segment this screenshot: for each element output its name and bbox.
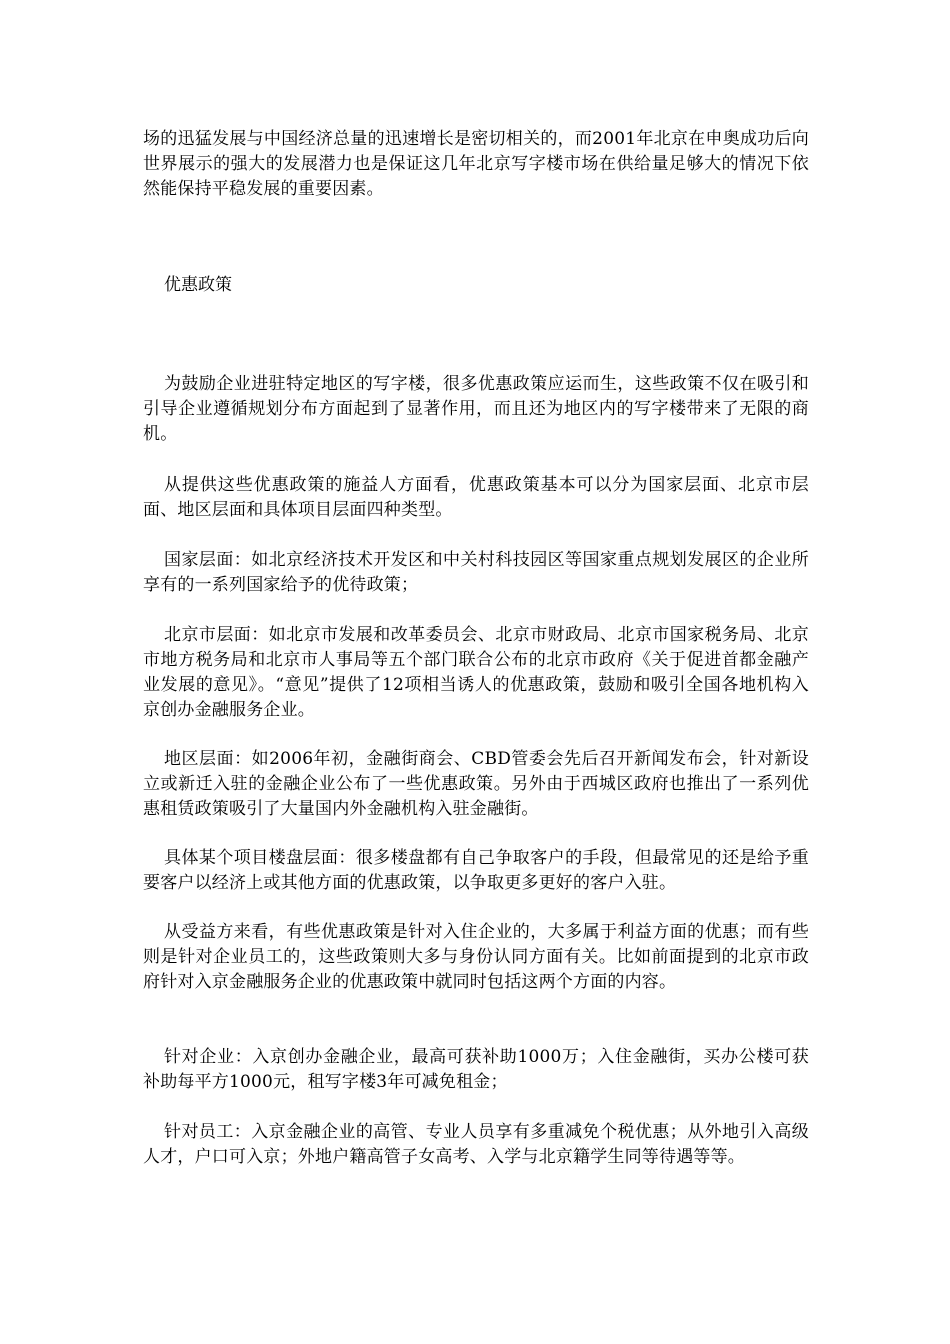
paragraph-1: 为鼓励企业进驻特定地区的写字楼，很多优惠政策应运而生，这些政策不仅在吸引和引导企业遵循规划分布方面起到了显著作用，而且还为地区内的写字楼带来了无限的商机。 — [143, 374, 809, 444]
paragraph-6: 具体某个项目楼盘层面：很多楼盘都有自己争取客户的手段，但最常见的还是给予重要客户以经济上或其他方面的优惠政策，以争取更多更好的客户入驻。 — [143, 848, 809, 893]
paragraph-5: 地区层面：如2006年初，金融街商会、CBD管委会先后召开新闻发布会，针对新设立或新迁入驻的金融企业公布了一些优惠政策。另外由于西城区政府也推出了一系列优惠租赁政策吸引了大量国内外金融机构入驻金融街。 — [143, 749, 809, 819]
intro-paragraph: 场的迅猛发展与中国经济总量的迅速增长是密切相关的，而2001年北京在申奥成功后向世界展示的强大的发展潜力也是保证这几年北京写字楼市场在供给量足够大的情况下依然能保持平稳发展的重要因素。 — [143, 129, 809, 199]
paragraph-3: 国家层面：如北京经济技术开发区和中关村科技园区等国家重点规划发展区的企业所享有的一系列国家给予的优待政策； — [143, 550, 809, 595]
paragraph-8: 针对企业：入京创办金融企业，最高可获补助1000万；入住金融街，买办公楼可获补助每平方1000元，租写字楼3年可减免租金； — [143, 1047, 809, 1092]
paragraph-4: 北京市层面：如北京市发展和改革委员会、北京市财政局、北京市国家税务局、北京市地方税务局和北京市人事局等五个部门联合公布的北京市政府《关于促进首都金融产业发展的意见》。“意见”提供了12项相当诱人的优惠政策，鼓励和吸引全国各地机构入京创办金融服务企业。 — [143, 625, 809, 720]
paragraph-9: 针对员工：入京金融企业的高管、专业人员享有多重减免个税优惠；从外地引入高级人才，户口可入京；外地户籍高管子女高考、入学与北京籍学生同等待遇等等。 — [143, 1122, 809, 1167]
paragraph-7: 从受益方来看，有些优惠政策是针对入住企业的，大多属于利益方面的优惠；而有些则是针对企业员工的，这些政策则大多与身份认同方面有关。比如前面提到的北京市政府针对入京金融服务企业的优惠政策中就同时包括这两个方面的内容。 — [143, 922, 809, 992]
paragraph-2: 从提供这些优惠政策的施益人方面看，优惠政策基本可以分为国家层面、北京市层面、地区层面和具体项目层面四种类型。 — [143, 475, 809, 520]
section-heading: 优惠政策 — [164, 275, 232, 295]
